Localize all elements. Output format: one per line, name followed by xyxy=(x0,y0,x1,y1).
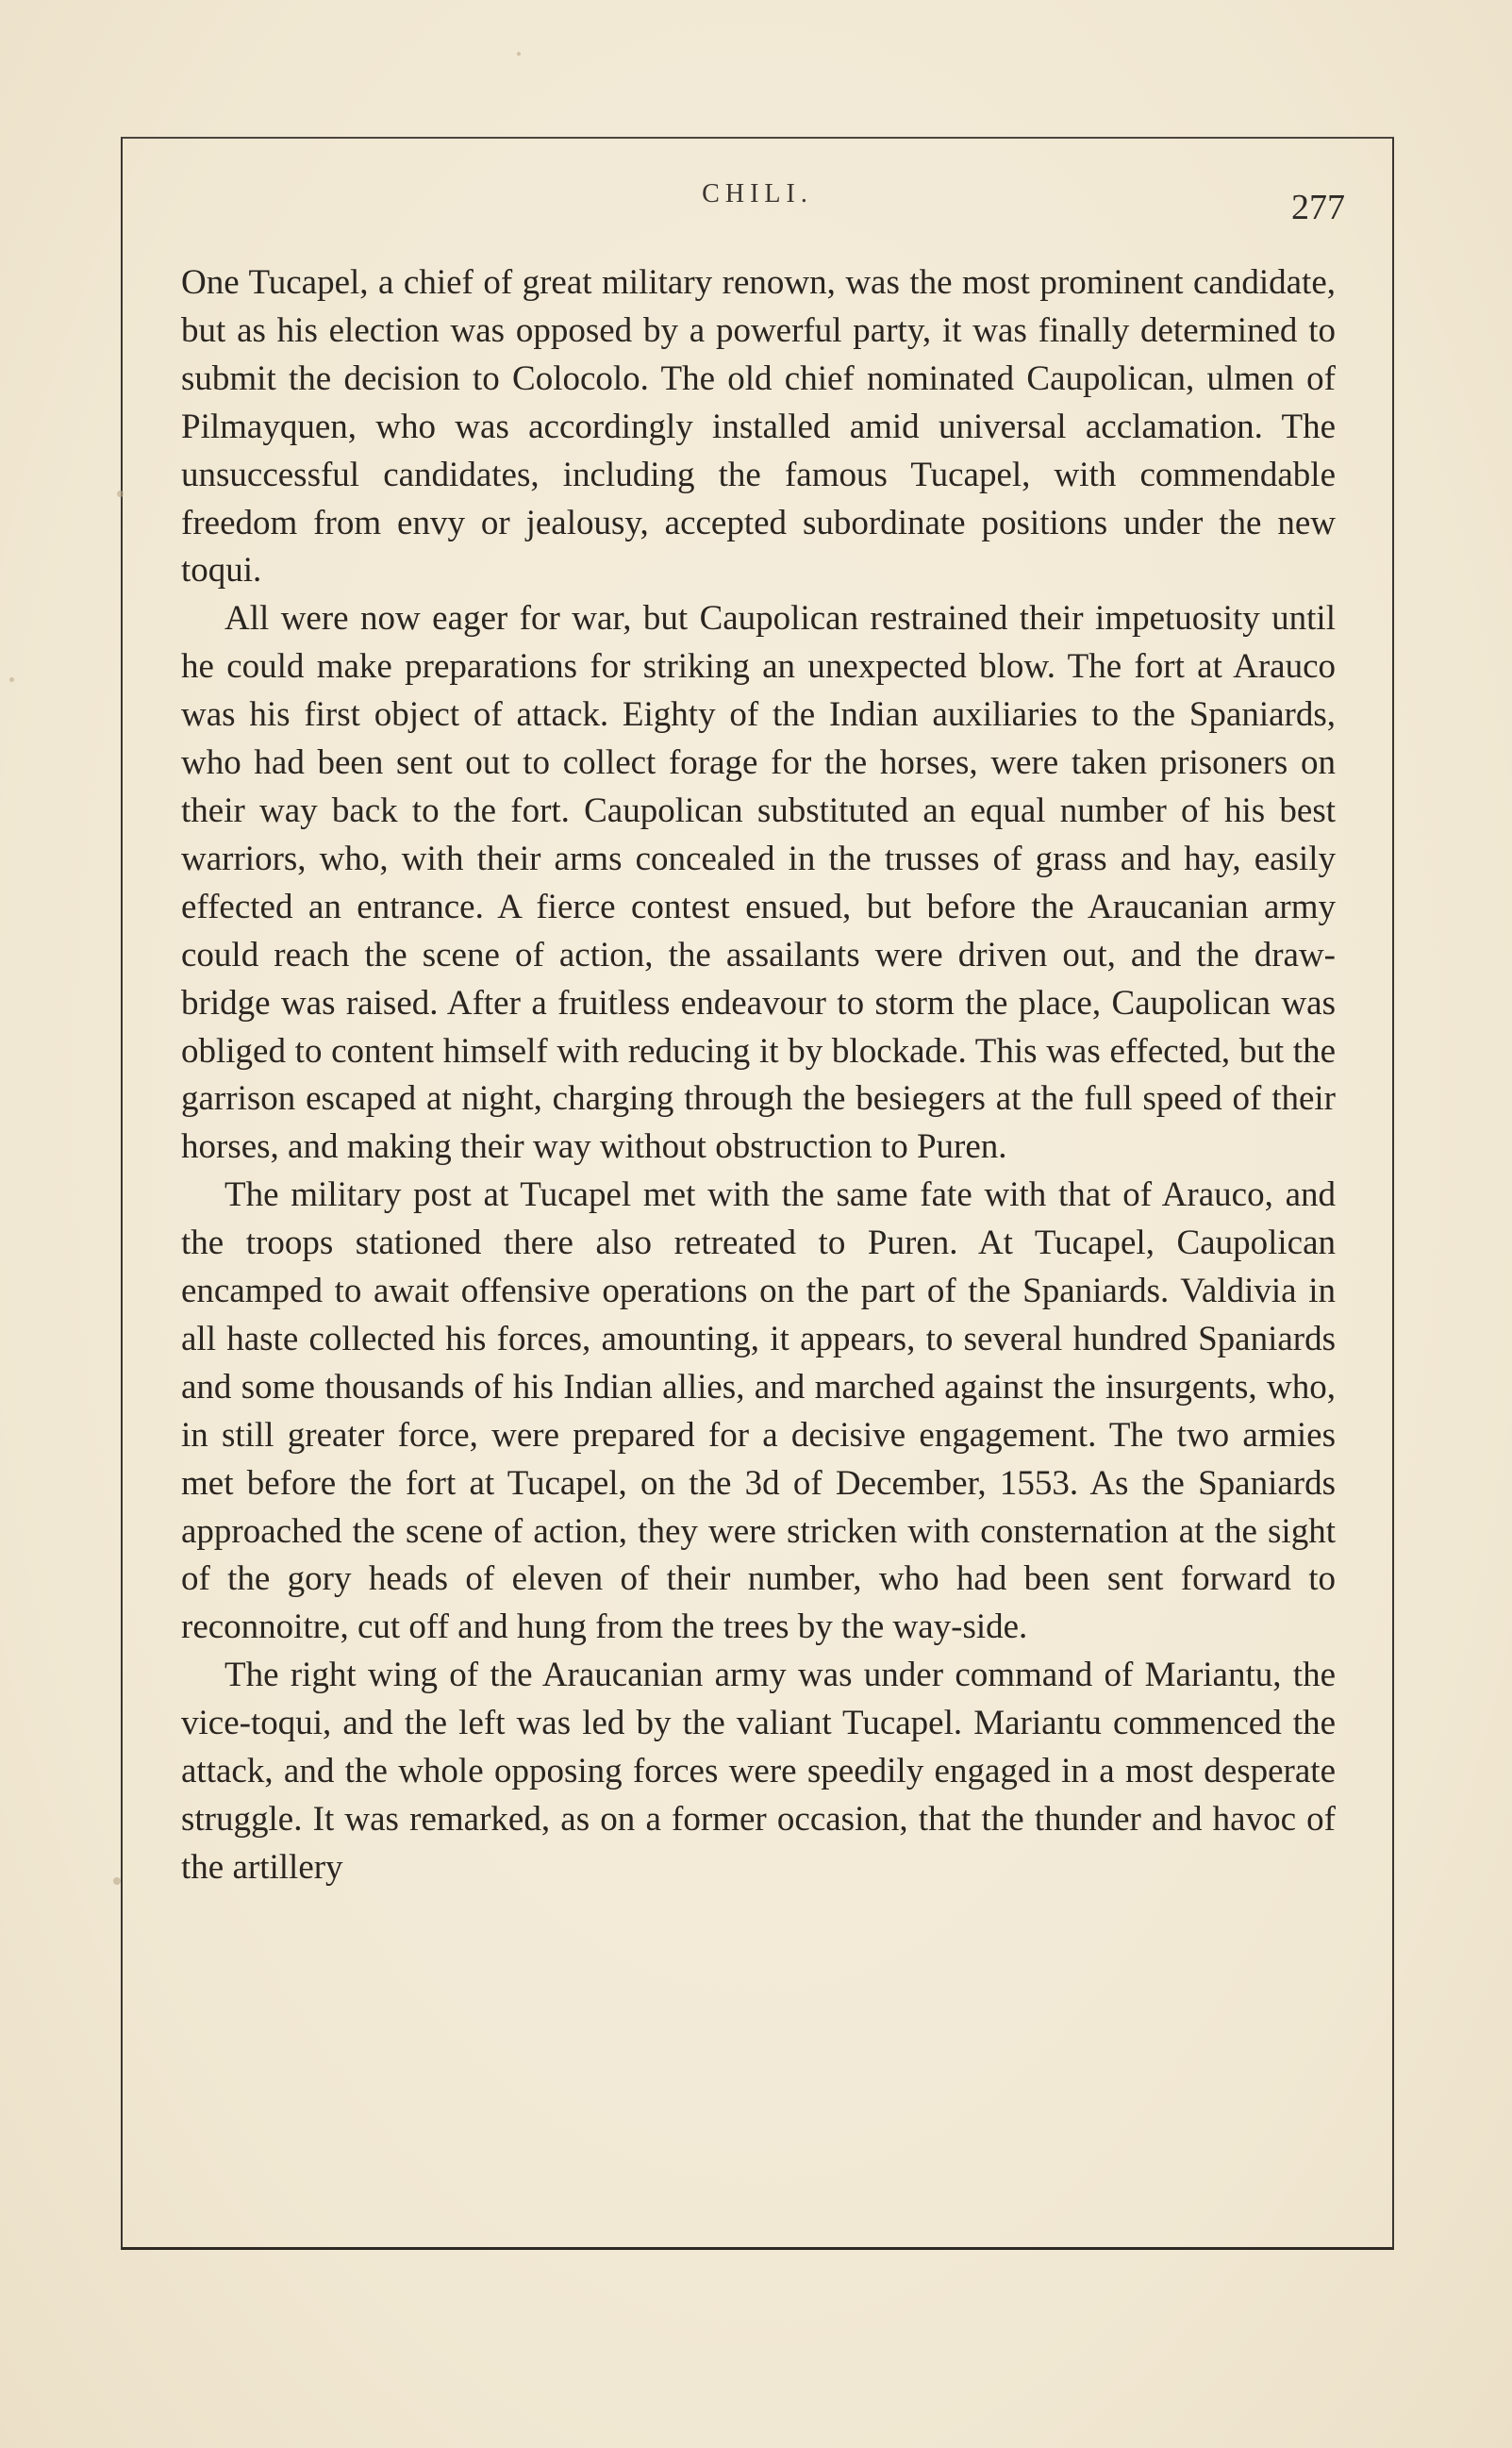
page-number: 277 xyxy=(1291,188,1345,227)
paper-speck xyxy=(117,491,124,497)
paragraph-4: The right wing of the Araucanian army was under command of Mariantu, the vice-toqui, and the left was led by the valiant Tucapel. Mariantu commenced the attack, and the whole opposing forces were speedily engaged in a most desperate struggle. It was remarked, as on a former occasion, that the thunder and havoc of the artillery xyxy=(181,1656,1336,1887)
paper-speck xyxy=(9,677,14,682)
page-header xyxy=(121,179,1394,236)
paragraph-3: The military post at Tucapel met with the same fate with that of Arauco, and the troops stationed there also retreated to Puren. At Tucapel, Caupolican encamped to await offensive operations on the part of the Spaniards. Valdivia in all haste collected his forces, amounting, it appears, to several hundred Spaniards and some thousands of his Indian allies, and marched against the insurgents, who, in still greater force, were prepared for a decisive engagement. The two armies met before the fort at Tucapel, on the 3d of December, 1553. As the Spaniards approached the scene of action, they were stricken with consternation at the sight of the gory heads of eleven of their number, who had been sent forward to reconnoitre, cut off and hung from the trees by the way-side. xyxy=(181,1175,1336,1647)
paper-speck xyxy=(113,1877,121,1885)
body-text xyxy=(181,259,1336,1892)
paragraph-2: All were now eager for war, but Caupolican restrained their impetuosity until he could make preparations for striking an unexpected blow. The fort at Arauco was his first object of attack. Eighty of the Indian auxiliaries to the Spaniards, who had been sent out to collect forage for the horses, were taken prisoners on their way back to the fort. Caupolican substituted an equal number of his best warriors, who, with their arms concealed in the trusses of grass and hay, easily effected an entrance. A fierce contest ensued, but before the Araucanian army could reach the scene of action, the assailants were driven out, and the draw-bridge was raised. After a fruitless endeavour to storm the place, Caupolican was obliged to content himself with reducing it by blockade. This was effected, but the garrison escaped at night, charging through the besiegers at the full speed of their horses, and making their way without obstruction to Puren. xyxy=(181,599,1336,1167)
running-head: CHILI. xyxy=(702,179,813,208)
paragraph-1: One Tucapel, a chief of great military renown, was the most prominent candidate, but as his election was opposed by a powerful party, it was finally determined to submit the decision to Colocolo. The old chief nominated Caupolican, ulmen of Pilmayquen, who was accordingly installed amid universal acclamation. The unsuccessful candidates, including the famous Tucapel, with commendable freedom from envy or jealousy, accepted subordinate positions under the new toqui. xyxy=(181,263,1336,591)
paper-speck xyxy=(517,52,521,56)
